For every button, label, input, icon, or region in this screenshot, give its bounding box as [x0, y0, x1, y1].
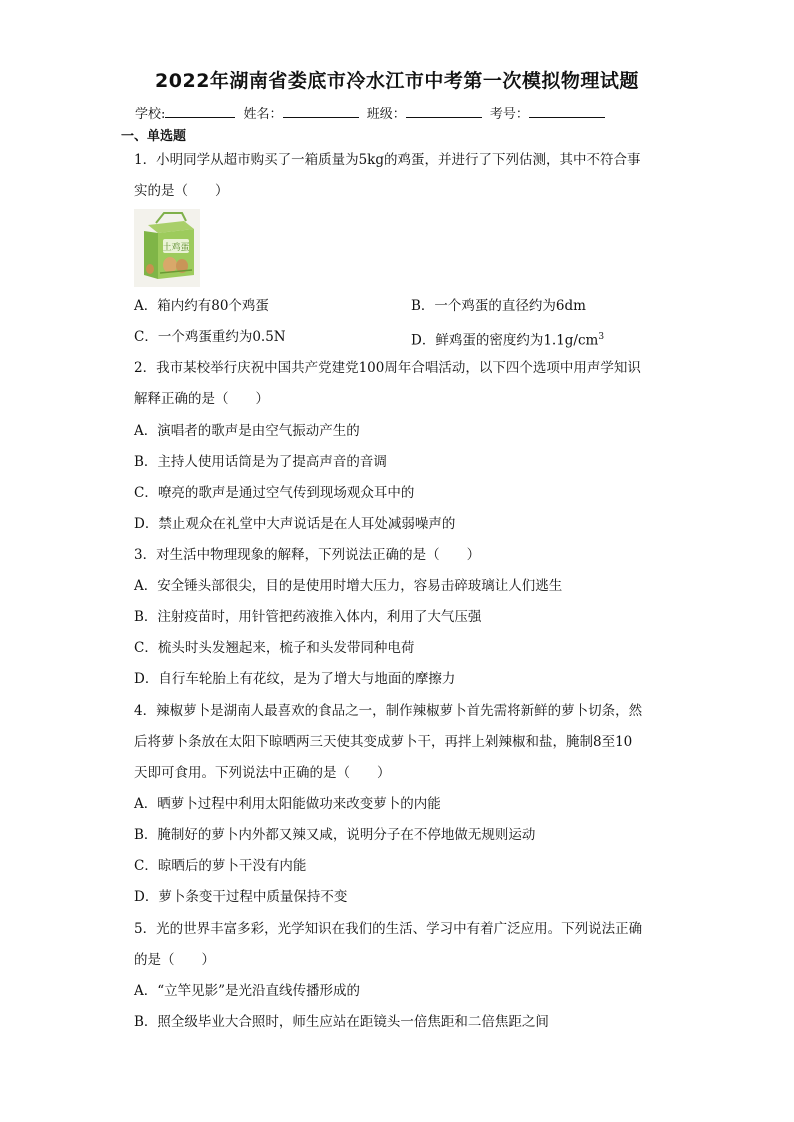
q1-option-a[interactable]: A．箱内约有80个鸡蛋 — [134, 298, 269, 314]
q1-stem-line1: 1．小明同学从超市购买了一箱质量为5kg的鸡蛋，并进行了下列估测，其中不符合事 — [134, 152, 641, 168]
q1-stem-line2: 实的是（ ） — [134, 183, 229, 199]
q2-option-d[interactable]: D．禁止观众在礼堂中大声说话是在人耳处减弱噪声的 — [134, 516, 456, 532]
q2-stem-line1: 2．我市某校举行庆祝中国共产党建党100周年合唱活动，以下四个选项中用声学知识 — [134, 360, 641, 376]
q2-stem-line2: 解释正确的是（ ） — [134, 391, 269, 407]
number-field[interactable] — [529, 105, 605, 118]
q2-option-c[interactable]: C．嘹亮的歌声是通过空气传到现场观众耳中的 — [134, 485, 415, 501]
q2-option-b[interactable]: B．主持人使用话筒是为了提高声音的音调 — [134, 454, 387, 470]
class-label: 班级： — [366, 107, 406, 122]
school-label: 学校: — [135, 107, 166, 122]
egg-carton-image — [134, 209, 200, 287]
q4-option-d[interactable]: D．萝卜条变干过程中质量保持不变 — [134, 889, 348, 905]
q1-option-d-text: D．鲜鸡蛋的密度约为1.1g/cm — [411, 332, 599, 349]
q4-option-a[interactable]: A．晒萝卜过程中利用太阳能做功来改变萝卜的内能 — [134, 796, 441, 812]
q1-option-d[interactable] — [411, 328, 604, 350]
q4-stem-line3: 天即可食用。下列说法中正确的是（ ） — [134, 765, 391, 781]
q4-option-b[interactable]: B．腌制好的萝卜内外都又辣又咸，说明分子在不停地做无规则运动 — [134, 827, 536, 843]
student-info-row — [135, 103, 655, 122]
q5-stem-line1: 5．光的世界丰富多彩，光学知识在我们的生活、学习中有着广泛应用。下列说法正确 — [134, 921, 643, 937]
egg-carton-label: 土鸡蛋 — [162, 243, 190, 253]
q4-stem-line1: 4．辣椒萝卜是湖南人最喜欢的食品之一，制作辣椒萝卜首先需将新鲜的萝卜切条，然 — [134, 703, 643, 719]
q4-stem-line2: 后将萝卜条放在太阳下晾晒两三天使其变成萝卜干，再拌上剁辣椒和盐，腌制8至10 — [134, 734, 633, 750]
name-field[interactable] — [283, 105, 359, 118]
q4-option-c[interactable]: C．晾晒后的萝卜干没有内能 — [134, 858, 307, 874]
q3-option-d[interactable]: D．自行车轮胎上有花纹，是为了增大与地面的摩擦力 — [134, 671, 456, 687]
q3-option-a[interactable]: A．安全锤头部很尖，目的是使用时增大压力，容易击碎玻璃让人们逃生 — [134, 578, 563, 594]
q3-option-b[interactable]: B．注射疫苗时，用针管把药液推入体内，利用了大气压强 — [134, 609, 482, 625]
q3-option-c[interactable]: C．梳头时头发翘起来，梳子和头发带同种电荷 — [134, 640, 415, 656]
q2-option-a[interactable]: A．演唱者的歌声是由空气振动产生的 — [134, 423, 360, 439]
q5-option-a[interactable]: A．“立竿见影”是光沿直线传播形成的 — [134, 983, 361, 999]
name-label: 姓名： — [243, 107, 283, 122]
q3-stem-line1: 3．对生活中物理现象的解释，下列说法正确的是（ ） — [134, 547, 481, 563]
exam-title: 2022年湖南省娄底市冷水江市中考第一次模拟物理试题 — [155, 70, 639, 92]
q1-option-c[interactable]: C．一个鸡蛋重约为0.5N — [134, 329, 286, 345]
q5-stem-line2: 的是（ ） — [134, 952, 215, 968]
q1-option-b[interactable]: B．一个鸡蛋的直径约为6dm — [411, 298, 586, 314]
number-label: 考号： — [489, 107, 529, 122]
q1-option-d-sup: 3 — [598, 332, 605, 342]
school-field[interactable] — [165, 105, 235, 118]
class-field[interactable] — [406, 105, 482, 118]
q5-option-b[interactable]: B．照全级毕业大合照时，师生应站在距镜头一倍焦距和二倍焦距之间 — [134, 1014, 549, 1030]
section-heading: 一、单选题 — [121, 129, 187, 144]
